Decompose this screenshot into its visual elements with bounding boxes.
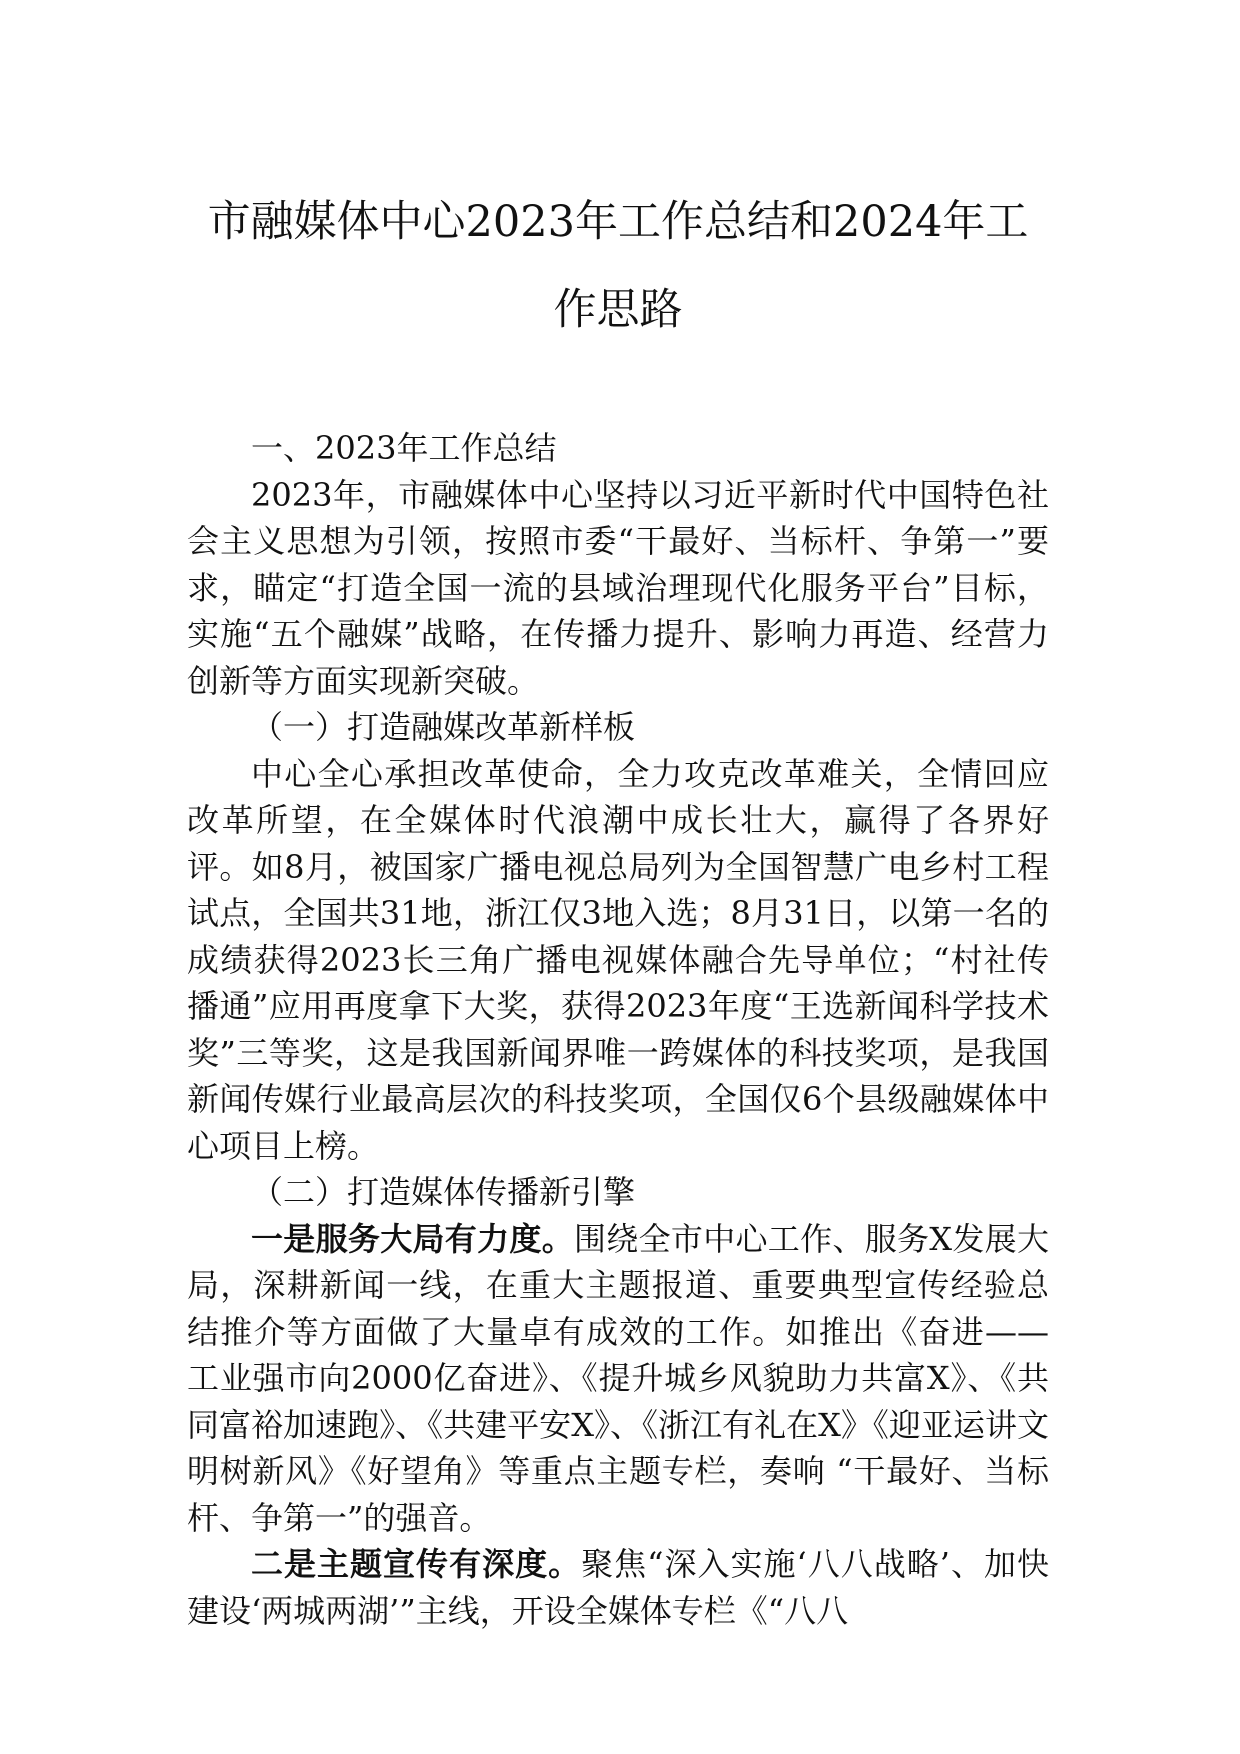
subsection-heading-1: （一）打造融媒改革新样板 xyxy=(251,708,636,746)
point-2-paragraph xyxy=(187,1541,1049,1634)
title-line-2: 作思路 xyxy=(553,285,683,335)
document-body xyxy=(187,425,1049,1634)
point-2-text: 聚焦“深入实施‘八八战略’、加快建设‘两城两湖’”主线，开设全媒体专栏《“八八 xyxy=(187,1545,1049,1630)
point-1-lead: 一是服务大局有力度。 xyxy=(251,1219,574,1258)
document-page xyxy=(187,0,1049,1754)
intro-paragraph: 2023年，市融媒体中心坚持以习近平新时代中国特色社会主义思想为引领，按照市委“干最好、当标杆、争第一”要求，瞄定“打造全国一流的县域治理现代化服务平台”目标，实施“五个融媒”战略，在传播力提升、影响力再造、经营力创新等方面实现新突破。 xyxy=(187,475,1049,700)
subsection-1-paragraph: 中心全心承担改革使命，全力攻克改革难关，全情回应改革所望，在全媒体时代浪潮中成长壮大，赢得了各界好评。如8月，被国家广播电视总局列为全国智慧广电乡村工程试点，全国共31地，浙江仅3地入选；8月31日，以第一名的成绩获得2023长三角广播电视媒体融合先导单位；“村社传播通”应用再度拿下大奖，获得2023年度“王选新闻科学技术奖”三等奖，这是我国新闻界唯一跨媒体的科技奖项，是我国新闻传媒行业最高层次的科技奖项，全国仅6个县级融媒体中心项目上榜。 xyxy=(187,754,1049,1165)
document-title xyxy=(177,178,1059,354)
subsection-heading-2: （二）打造媒体传播新引擎 xyxy=(251,1173,636,1211)
point-1-paragraph xyxy=(187,1216,1049,1542)
title-line-1: 市融媒体中心2023年工作总结和2024年工 xyxy=(207,197,1029,247)
point-1-text: 围绕全市中心工作、服务X发展大局，深耕新闻一线，在重大主题报道、重要典型宣传经验总结推介等方面做了大量卓有成效的工作。如推出《奋进——工业强市向2000亿奋进》、《提升城乡风貌助力共富X》、《共同富裕加速跑》、《共建平安X》、《浙江有礼在X》《迎亚运讲文明树新风》《好望角》等重点主题专栏，奏响 “干最好、当标杆、争第一”的强音。 xyxy=(187,1219,1049,1537)
point-2-lead: 二是主题宣传有深度。 xyxy=(251,1545,582,1583)
section-heading-1: 一、2023年工作总结 xyxy=(251,429,557,467)
